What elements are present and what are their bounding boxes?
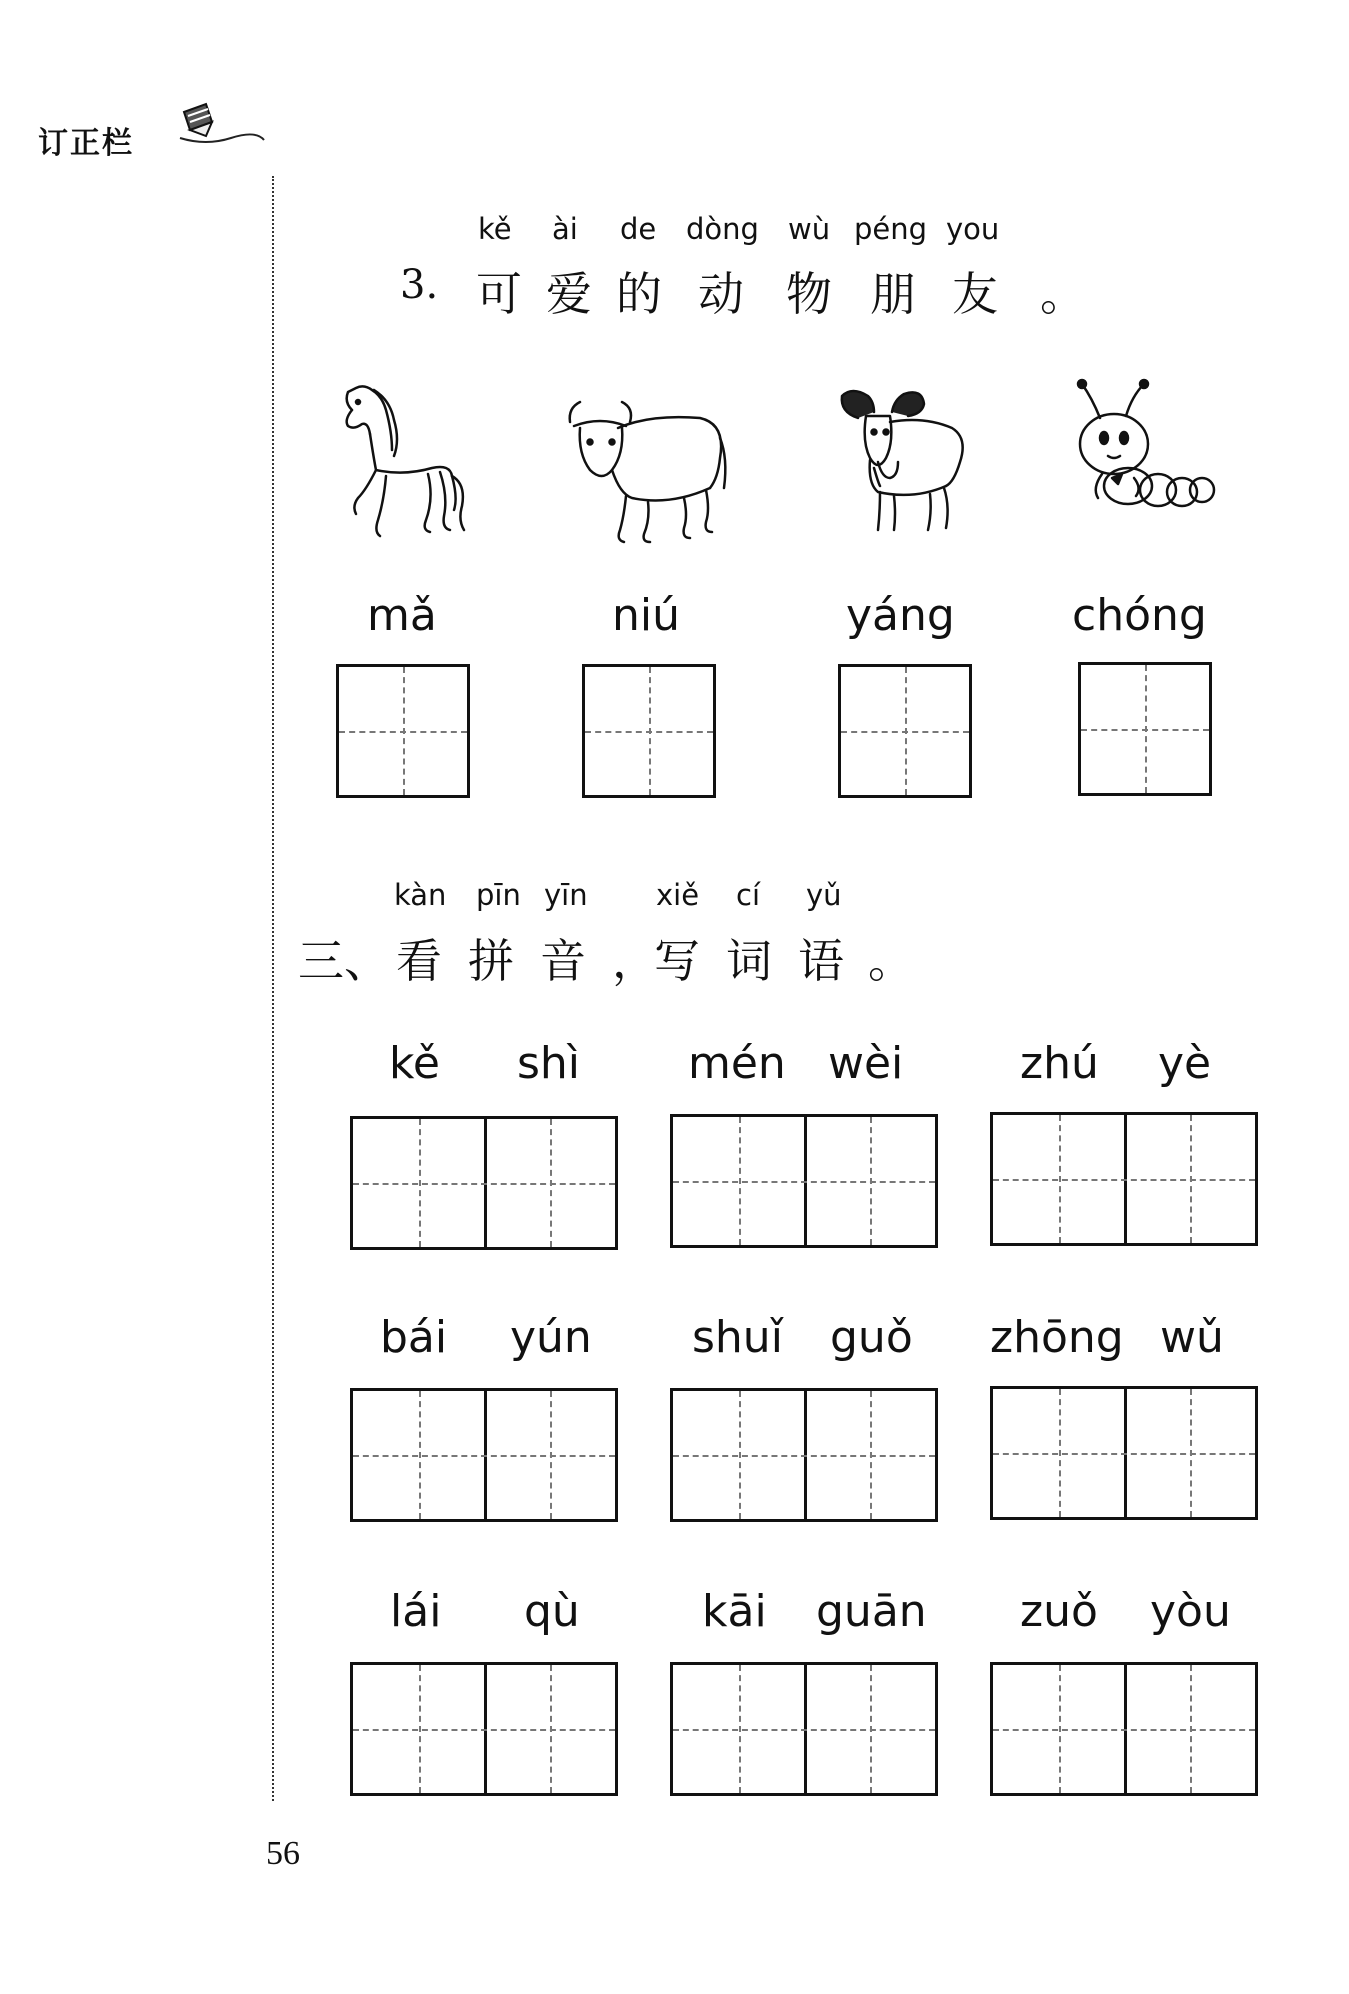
title-pinyin: kě [478,212,512,246]
animal-pinyin: yáng [846,590,955,641]
writing-grid-box[interactable] [336,664,470,798]
heading-hanzi: 拼 [468,934,514,988]
animal-pinyin: chóng [1072,590,1207,641]
word-pinyin: zhú [1020,1038,1099,1089]
heading-pinyin: yīn [544,878,588,912]
word-writing-box[interactable] [670,1388,938,1522]
heading-pinyin: xiě [656,878,700,912]
word-pinyin: guān [816,1586,927,1637]
word-pinyin: mén [688,1038,786,1089]
word-pinyin: yún [510,1312,592,1363]
heading-pinyin: yǔ [806,878,842,912]
word-pinyin: bái [380,1312,448,1363]
title-hanzi: 物 [786,267,832,321]
word-pinyin: wèi [828,1038,904,1089]
caterpillar-icon [1070,378,1220,528]
word-pinyin: shì [517,1038,581,1089]
section-number: 3. [400,262,439,308]
correction-column-title: 订正栏 [38,126,134,161]
title-pinyin: ài [552,212,578,246]
word-pinyin: lái [390,1586,442,1637]
word-pinyin: qù [524,1586,580,1637]
title-hanzi: 的 [616,267,662,321]
word-writing-box[interactable] [350,1116,618,1250]
word-writing-box[interactable] [670,1114,938,1248]
title-hanzi: 友 [952,267,998,321]
word-writing-box[interactable] [990,1386,1258,1520]
heading-pinyin: cí [736,878,761,912]
animal-pinyin: niú [612,590,680,641]
word-pinyin: zuǒ [1020,1586,1098,1637]
word-pinyin: kě [389,1038,440,1089]
title-hanzi: 动 [698,267,744,321]
word-writing-box[interactable] [350,1662,618,1796]
heading-hanzi: 语 [798,934,844,988]
word-pinyin: yè [1158,1038,1212,1089]
word-pinyin: yòu [1150,1586,1231,1637]
word-pinyin: guǒ [830,1312,913,1363]
heading-hanzi: 。 [868,934,914,988]
title-pinyin: de [620,212,657,246]
heading-hanzi: 音 [540,934,586,988]
heading-hanzi: 看 [396,934,442,988]
writing-grid-box[interactable] [582,664,716,798]
title-pinyin: you [946,212,1000,246]
title-hanzi: 可 [476,267,522,321]
ox-icon [560,398,730,548]
heading-hanzi: 词 [726,934,772,988]
heading-pinyin: kàn [394,878,447,912]
word-pinyin: kāi [702,1586,767,1637]
animal-pinyin: mǎ [367,590,437,641]
page-number: 56 [266,1835,300,1872]
title-pinyin: wù [788,212,831,246]
heading-pinyin: pīn [476,878,521,912]
horse-icon [334,380,474,550]
writing-grid-box[interactable] [838,664,972,798]
title-pinyin: dòng [686,212,759,246]
title-pinyin: péng [854,212,928,246]
word-pinyin: shuǐ [692,1312,783,1363]
word-writing-box[interactable] [350,1388,618,1522]
correction-margin-line [272,176,274,1801]
heading-hanzi: 写 [654,934,700,988]
goat-icon [834,382,974,542]
heading-hanzi: ， [612,934,658,988]
writing-grid-box[interactable] [1078,662,1212,796]
word-pinyin: zhōng [990,1312,1124,1363]
word-writing-box[interactable] [670,1662,938,1796]
word-writing-box[interactable] [990,1112,1258,1246]
title-hanzi: 。 [1040,267,1086,321]
word-pinyin: wǔ [1160,1312,1224,1363]
pencil-icon [176,102,266,152]
part-number: 三、 [298,934,390,988]
title-hanzi: 朋 [870,267,916,321]
title-hanzi: 爱 [546,267,592,321]
word-writing-box[interactable] [990,1662,1258,1796]
